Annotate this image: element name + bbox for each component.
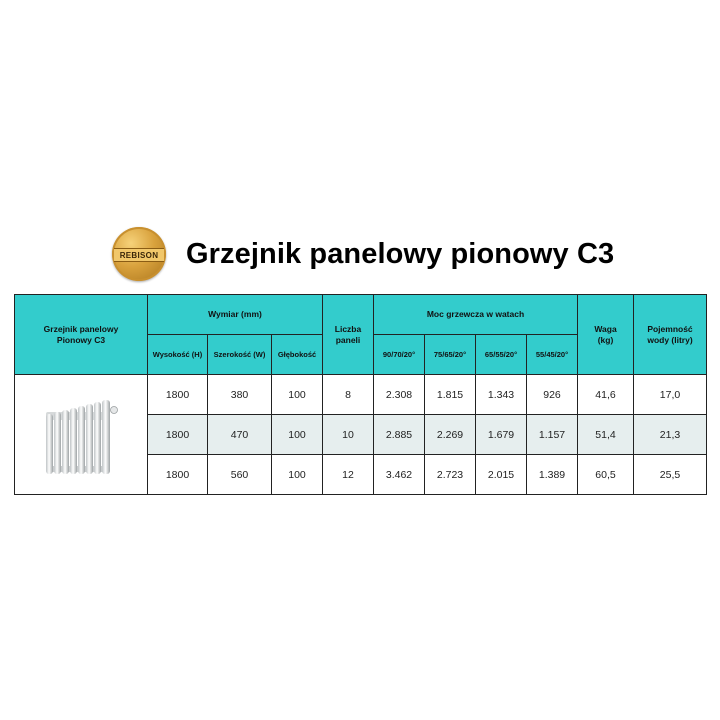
page-header [112,224,614,284]
cell-power-75: 1.815 [425,375,476,415]
subheader-power-75: 75/65/20° [425,335,476,375]
subheader-depth: Głębokość [272,335,323,375]
cell-power-90: 2.885 [374,415,425,455]
cell-capacity: 21,3 [634,415,707,455]
header-panels: Liczba paneli [323,295,374,375]
cell-depth: 100 [272,375,323,415]
cell-width: 560 [208,455,272,495]
cell-power-55: 1.389 [527,455,578,495]
cell-depth: 100 [272,455,323,495]
cell-height: 1800 [148,375,208,415]
cell-power-90: 2.308 [374,375,425,415]
cell-power-65: 1.343 [476,375,527,415]
cell-weight: 51,4 [578,415,634,455]
cell-panels: 8 [323,375,374,415]
cell-weight: 41,6 [578,375,634,415]
subheader-power-55: 55/45/20° [527,335,578,375]
header-capacity: Pojemność wody (litry) [634,295,707,375]
cell-power-90: 3.462 [374,455,425,495]
cell-capacity: 25,5 [634,455,707,495]
header-dimension: Wymiar (mm) [148,295,323,335]
subheader-power-65: 65/55/20° [476,335,527,375]
page-title: Grzejnik panelowy pionowy C3 [186,237,615,270]
subheader-height: Wysokość (H) [148,335,208,375]
header-power: Moc grzewcza w watach [374,295,578,335]
cell-power-65: 2.015 [476,455,527,495]
cell-depth: 100 [272,415,323,455]
cell-width: 380 [208,375,272,415]
logo-text: REBISON [119,250,159,260]
cell-capacity: 17,0 [634,375,707,415]
radiator-icon [36,390,126,480]
cell-power-75: 2.723 [425,455,476,495]
cell-width: 470 [208,415,272,455]
subheader-width: Szerokość (W) [208,335,272,375]
cell-power-75: 2.269 [425,415,476,455]
rebison-logo-icon [112,227,166,281]
header-product: Grzejnik panelowy Pionowy C3 [15,295,148,375]
spec-table [14,294,707,495]
product-image-cell [15,375,148,495]
cell-height: 1800 [148,415,208,455]
header-weight: Waga (kg) [578,295,634,375]
table-row [15,375,707,415]
cell-weight: 60,5 [578,455,634,495]
cell-panels: 10 [323,415,374,455]
subheader-power-90: 90/70/20° [374,335,425,375]
cell-power-65: 1.679 [476,415,527,455]
cell-panels: 12 [323,455,374,495]
cell-power-55: 926 [527,375,578,415]
cell-power-55: 1.157 [527,415,578,455]
cell-height: 1800 [148,455,208,495]
